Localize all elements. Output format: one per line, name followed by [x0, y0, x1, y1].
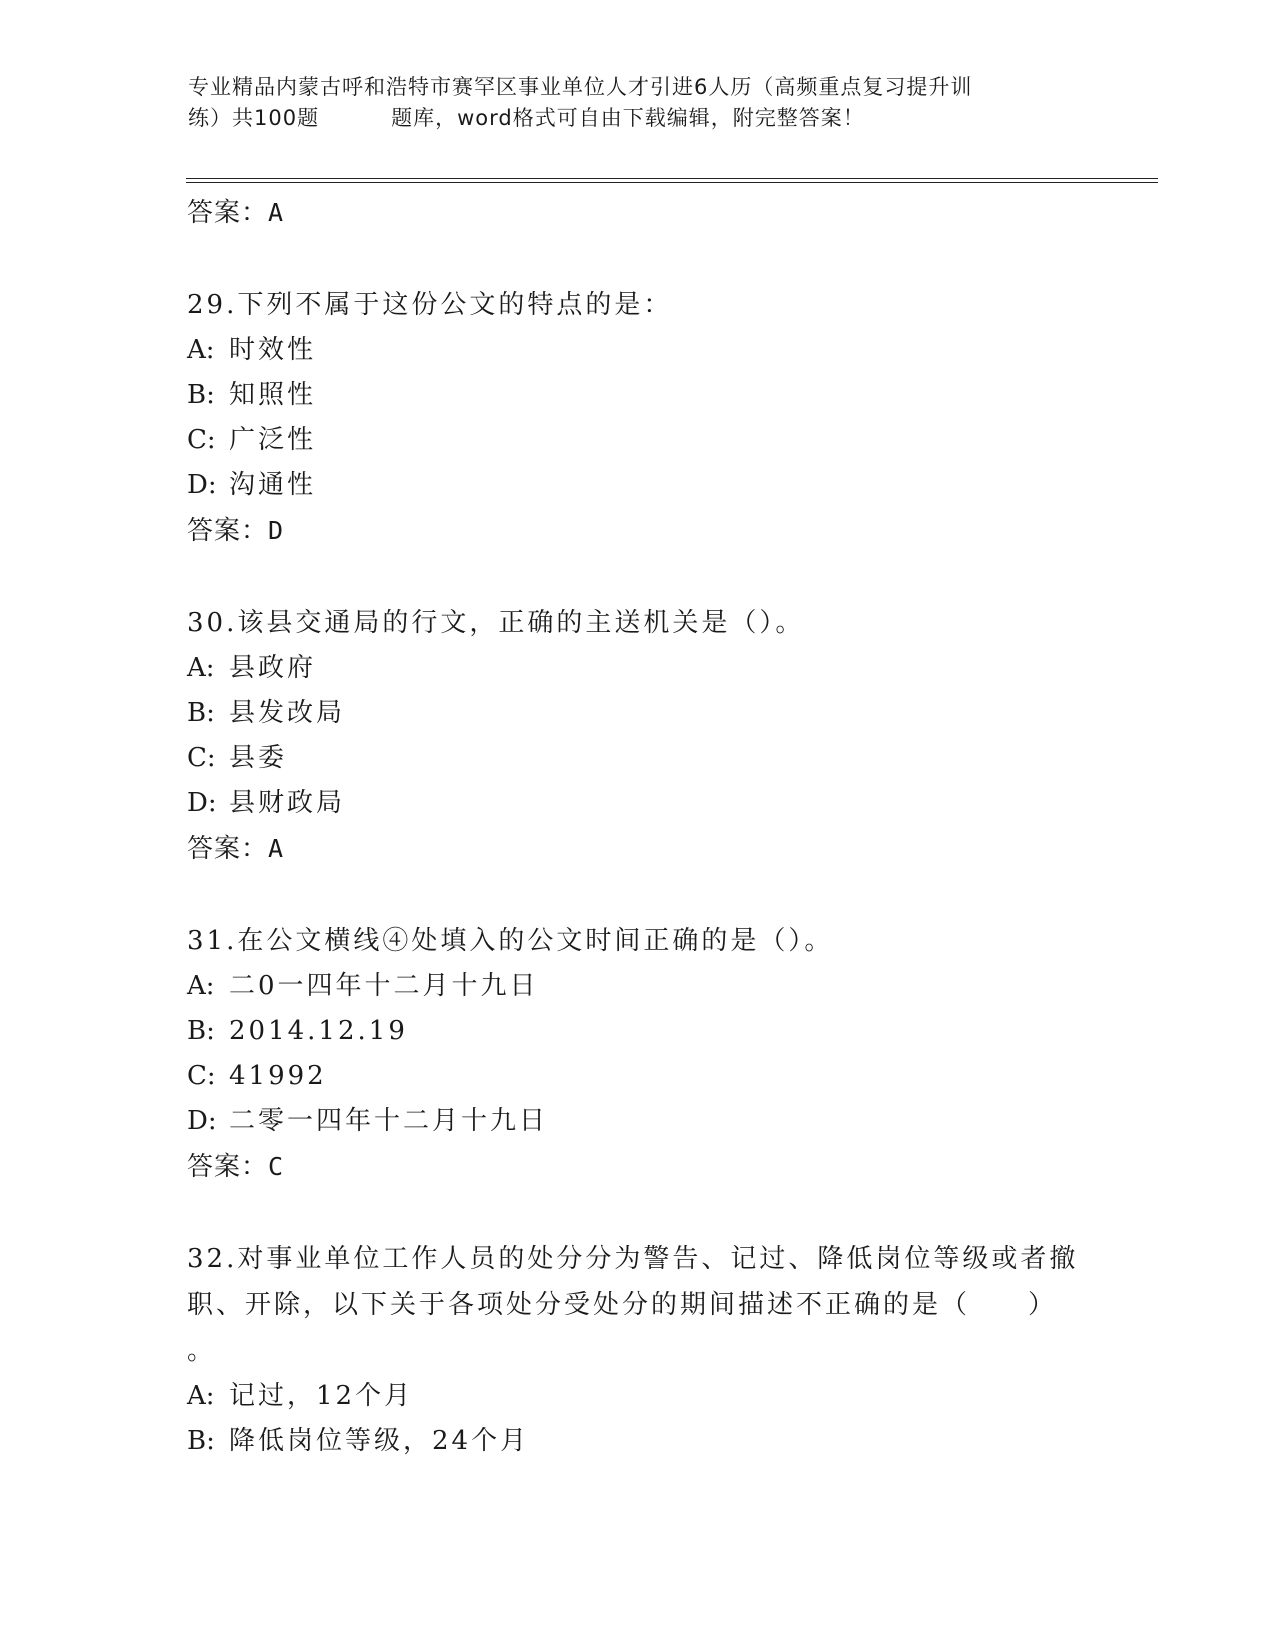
page-header: [188, 72, 1088, 134]
question-block: [187, 1236, 1107, 1464]
option-text: 时效性: [229, 335, 317, 365]
option-text: 县政府: [229, 653, 317, 683]
option-text: 2014.12.19: [229, 1016, 408, 1046]
option-item: [187, 736, 1107, 781]
option-key: B:: [187, 380, 215, 410]
option-item: [187, 328, 1107, 373]
answer-value: D: [268, 516, 285, 545]
option-key: A:: [187, 653, 215, 683]
question-block: [187, 600, 1107, 872]
answer-label: 答案：: [187, 516, 269, 546]
option-key: A:: [187, 971, 215, 1001]
option-key: D:: [187, 788, 217, 818]
answer-value: C: [268, 1152, 285, 1181]
option-key: D:: [187, 470, 217, 500]
option-text: 县委: [229, 743, 288, 773]
option-item: [187, 646, 1107, 691]
answer-label: 答案：: [187, 198, 269, 228]
option-item: [187, 1009, 1107, 1054]
option-text: 县发改局: [229, 698, 346, 728]
option-item: [187, 1419, 1107, 1464]
option-key: D:: [187, 1106, 217, 1136]
option-text: 二零一四年十二月十九日: [229, 1106, 549, 1136]
option-key: C:: [187, 425, 216, 455]
option-item: [187, 691, 1107, 736]
option-item: [187, 373, 1107, 418]
question-stem: 30.该县交通局的行文，正确的主送机关是（）。: [187, 608, 805, 638]
question-stem-trailing-mark: 。: [187, 1336, 214, 1366]
option-key: C:: [187, 1061, 216, 1091]
question-block: [187, 282, 1107, 554]
option-text: 二0一四年十二月十九日: [229, 971, 539, 1001]
option-key: A:: [187, 1381, 215, 1411]
option-text: 记过，12个月: [229, 1381, 414, 1411]
option-key: B:: [187, 698, 215, 728]
option-item: [187, 781, 1107, 826]
question-block: [187, 918, 1107, 1190]
question-stem: 31.在公文横线④处填入的公文时间正确的是（）。: [187, 926, 834, 956]
option-item: [187, 463, 1107, 508]
answer-line: [187, 826, 1107, 872]
option-item: [187, 1374, 1107, 1419]
answer-label: 答案：: [187, 834, 269, 864]
option-item: [187, 1054, 1107, 1099]
option-key: B:: [187, 1426, 215, 1456]
option-text: 沟通性: [229, 470, 317, 500]
option-text: 降低岗位等级，24个月: [229, 1426, 530, 1456]
question-stem: 32.对事业单位工作人员的处分分为警告、记过、降低岗位等级或者撤职、开除，以下关于各项处分受处分的期间描述不正确的是（ ）: [187, 1244, 1079, 1320]
answer-label: 答案：: [187, 1152, 269, 1182]
option-item: [187, 1099, 1107, 1144]
header-title-line2-left: 练）共100题: [188, 106, 320, 130]
document-body: [187, 190, 1107, 1464]
option-item: [187, 964, 1107, 1009]
option-item: [187, 418, 1107, 463]
answer-line: [187, 508, 1107, 554]
answer-line: [187, 1144, 1107, 1190]
option-text: 广泛性: [229, 425, 317, 455]
header-divider: [186, 178, 1158, 183]
header-title-line1: 专业精品内蒙古呼和浩特市赛罕区事业单位人才引进6人历（高频重点复习提升训: [188, 75, 973, 99]
header-title-line2: [188, 103, 1088, 134]
header-title-line2-right: 题库，word格式可自由下载编辑，附完整答案！: [391, 106, 865, 130]
option-key: B:: [187, 1016, 215, 1046]
answer-value: A: [268, 198, 285, 227]
option-text: 41992: [229, 1061, 327, 1091]
option-key: A:: [187, 335, 215, 365]
answer-line: [187, 190, 1107, 236]
option-key: C:: [187, 743, 216, 773]
option-text: 知照性: [229, 380, 317, 410]
question-stem: 29.下列不属于这份公文的特点的是：: [187, 290, 673, 320]
option-text: 县财政局: [229, 788, 346, 818]
answer-value: A: [268, 834, 285, 863]
